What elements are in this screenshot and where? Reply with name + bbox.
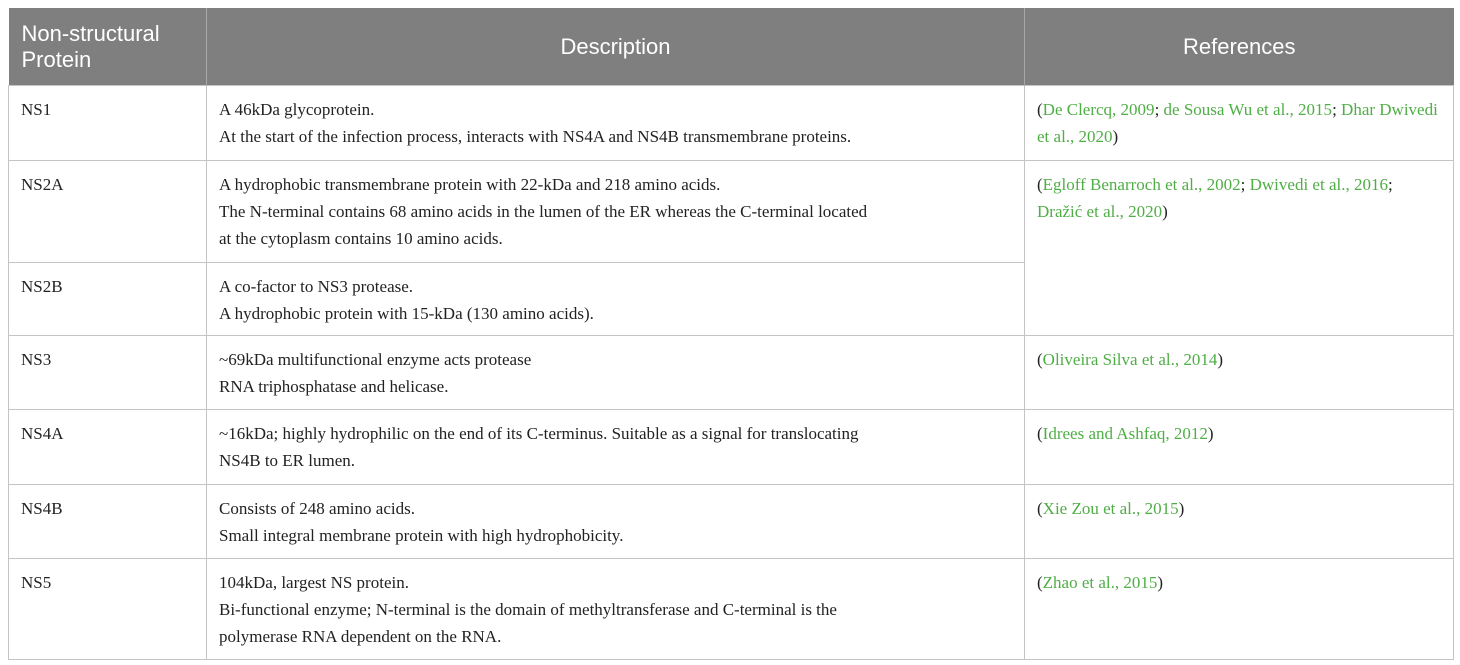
table-body <box>9 86 1454 660</box>
ref-open-paren: ( <box>1037 499 1043 518</box>
description-cell <box>207 336 1025 410</box>
description-line: At the start of the infection process, interacts with NS4A and NS4B transmembrane proteins. <box>219 127 852 146</box>
ref-link[interactable]: Idrees and Ashfaq, 2012 <box>1042 424 1208 443</box>
ref-link[interactable]: Dražić et al., 2020 <box>1037 202 1163 221</box>
description-line: at the cytoplasm contains 10 amino acids. <box>219 229 503 248</box>
table-row <box>9 410 1454 485</box>
protein-cell: NS5 <box>9 559 207 660</box>
header-protein-line2: Protein <box>21 46 92 72</box>
ref-open-paren: ( <box>1037 100 1043 119</box>
ref-close-paren: ) <box>1207 424 1214 443</box>
protein-cell: NS4A <box>9 410 207 485</box>
protein-cell: NS2B <box>9 263 207 336</box>
ref-link[interactable]: Egloff Benarroch et al., 2002 <box>1042 175 1241 194</box>
table-row <box>9 161 1454 263</box>
table-row <box>9 336 1454 410</box>
protein-cell: NS1 <box>9 86 207 161</box>
description-line: Consists of 248 amino acids. <box>219 499 415 518</box>
ref-link[interactable]: De Clercq, 2009 <box>1042 100 1155 119</box>
description-line: A hydrophobic protein with 15-kDa (130 amino acids). <box>219 304 594 323</box>
header-description: Description <box>207 8 1025 86</box>
ns-protein-table <box>8 8 1454 660</box>
ref-open-paren: ( <box>1037 175 1043 194</box>
ref-open-paren: ( <box>1037 350 1043 369</box>
ref-close-paren: ) <box>1157 573 1164 592</box>
table-row <box>9 86 1454 161</box>
description-line: Small integral membrane protein with high hydrophobicity. <box>219 526 624 545</box>
references-cell <box>1025 336 1454 410</box>
ref-link[interactable]: Dhar Dwivedi et al., 2020 <box>1037 100 1438 146</box>
table-header <box>9 8 1454 86</box>
references-cell <box>1025 86 1454 161</box>
description-line: A hydrophobic transmembrane protein with 22-kDa and 218 amino acids. <box>219 175 721 194</box>
references-cell <box>1025 559 1454 660</box>
references-cell <box>1025 485 1454 559</box>
protein-cell: NS4B <box>9 485 207 559</box>
ref-link[interactable]: Dwivedi et al., 2016 <box>1249 175 1388 194</box>
description-line: A co-factor to NS3 protease. <box>219 277 414 296</box>
ref-close-paren: ) <box>1162 202 1168 221</box>
protein-cell: NS3 <box>9 336 207 410</box>
ref-open-paren: ( <box>1037 424 1043 443</box>
header-protein <box>9 8 207 86</box>
description-line: A 46kDa glycoprotein. <box>219 100 375 119</box>
ref-link[interactable]: Zhao et al., 2015 <box>1042 573 1158 592</box>
ref-separator: ; <box>1240 175 1250 194</box>
header-references: References <box>1025 8 1454 86</box>
table-row <box>9 485 1454 559</box>
references-cell <box>1025 161 1454 336</box>
ref-close-paren: ) <box>1178 499 1185 518</box>
description-cell <box>207 485 1025 559</box>
references-cell <box>1025 410 1454 485</box>
description-cell <box>207 263 1025 336</box>
description-cell <box>207 410 1025 485</box>
header-protein-line1: Non-structural <box>21 20 160 46</box>
ref-separator: ; <box>1387 175 1393 194</box>
protein-cell: NS2A <box>9 161 207 263</box>
description-line: polymerase RNA dependent on the RNA. <box>219 627 502 646</box>
ref-separator: ; <box>1154 100 1164 119</box>
ref-close-paren: ) <box>1112 127 1119 146</box>
description-line: ~69kDa multifunctional enzyme acts protease <box>219 350 532 369</box>
description-cell <box>207 559 1025 660</box>
ref-open-paren: ( <box>1037 573 1043 592</box>
description-line: The N-terminal contains 68 amino acids in the lumen of the ER whereas the C-terminal located <box>219 202 868 221</box>
ref-link[interactable]: Oliveira Silva et al., 2014 <box>1042 350 1218 369</box>
description-line: Bi-functional enzyme; N-terminal is the domain of methyltransferase and C-terminal is the <box>219 600 837 619</box>
description-line: ~16kDa; highly hydrophilic on the end of its C-terminus. Suitable as a signal for translocating <box>219 424 859 443</box>
table-row <box>9 559 1454 660</box>
description-line: RNA triphosphatase and helicase. <box>219 377 449 396</box>
description-line: NS4B to ER lumen. <box>219 451 356 470</box>
description-line: 104kDa, largest NS protein. <box>219 573 409 592</box>
ref-close-paren: ) <box>1217 350 1224 369</box>
description-cell <box>207 161 1025 263</box>
ref-separator: ; <box>1332 100 1342 119</box>
header-row <box>9 8 1454 86</box>
description-cell <box>207 86 1025 161</box>
ref-link[interactable]: Xie Zou et al., 2015 <box>1042 499 1179 518</box>
ref-link[interactable]: de Sousa Wu et al., 2015 <box>1163 100 1333 119</box>
